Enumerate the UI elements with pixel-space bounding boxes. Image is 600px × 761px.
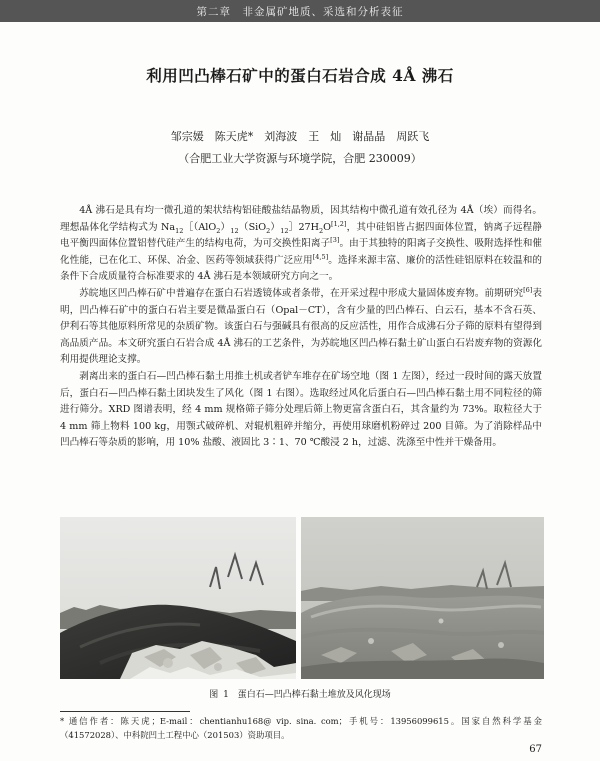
citation-ref: [3] bbox=[330, 236, 340, 244]
paragraph-2: 苏皖地区凹凸棒石矿中普遍存在蛋白石岩透镜体或者条带，在开采过程中形成大量固体废弃物。前期研究[6]表明，凹凸棒石矿中的蛋白石岩主要是微晶蛋白石（Opal－CT），含有少量的凹凸棒石、白云石，基本不含石英、伊利石等其他原料所常见的杂质矿物。该蛋白石与强碱具有很高的反应活性，用作合成沸石分子筛的原料有望得到高品质产品。本文研究蛋白石岩合成 4Å 沸石的工艺条件，为苏皖地区凹凸棒石黏土矿山蛋白石岩废弃物的资源化利用提供理论支撑。 bbox=[60, 285, 543, 366]
citation-ref: [4,5] bbox=[312, 252, 329, 261]
body-text bbox=[60, 203, 542, 452]
running-title: 第二章 非金属矿地质、采选和分析表征 bbox=[196, 5, 404, 18]
page-number: 67 bbox=[529, 744, 542, 755]
affiliation: （合肥工业大学资源与环境学院，合肥 230009） bbox=[178, 152, 422, 165]
paragraph-3: 剥离出来的蛋白石—凹凸棒石黏土用推土机或者铲车堆存在矿场空地（图 1 左图），经过一段时间的露天放置后，蛋白石—凹凸棒石黏土团块发生了风化（图 1 右图）。选取经过风化后蛋白石—凹凸棒石黏土用不同粒径的筛进行筛分。XRD 图谱表明，经 4 mm 规格筛子筛分处理后筛上物更富含蛋白石，其含量约为 73%。取粒径大于 4 mm 筛上物料 100 kg，用颚式破碎机、对辊机粗碎并缩分，再使用球磨机粉碎过 200 目筛。为了消除样品中凹凸棒石等杂质的影响，用 10% 盐酸、液固比 3∶1、70 ℃酸浸 2 h，过滤、洗涤至中性并干燥备用。 bbox=[60, 370, 542, 449]
author-list: 邹宗媛 陈天虎* 刘海波 王 灿 谢晶晶 周跃飞 bbox=[170, 130, 430, 143]
figure-caption: 图 1 蛋白石—凹凸棒石黏土堆放及风化现场 bbox=[209, 690, 391, 700]
figure-photo-weathering bbox=[301, 517, 544, 679]
footnote: * 通信作者：陈天虎；E-mail：chentianhu168@ vip. sina. com；手机号：13956099615。国家自然科学基金（41572028）、中科院凹土工程中心（201503）资助项目。 bbox=[60, 716, 542, 740]
figure-photo-stockpile bbox=[60, 517, 296, 679]
citation-ref: [6] bbox=[523, 285, 533, 294]
article-title: 利用凹凸棒石矿中的蛋白石岩合成 4Å 沸石 bbox=[146, 66, 454, 85]
citation-ref: [1,2] bbox=[331, 219, 347, 228]
footnote-divider bbox=[60, 711, 190, 712]
running-header bbox=[0, 0, 600, 22]
paragraph-1: 4Å 沸石是具有均一微孔道的架状结构铝硅酸盐结晶物质，因其结构中微孔道有效孔径为 4Å（埃）而得名。理想晶体化学结构式为 $Na_{12}[(AlO_2)_{12}(SiO_2)_{12}]27H_2O[1,2]$，其中硅铝皆占据四面体位置，钠离子远程静电平衡四面体位置铝替代硅产生的结构电荷，为可交换性阳离子[3]。由于其独特的阳离子交换性、吸附选择性和催化性能，已在化工、环保、冶金、医药等领域获得广泛应用[4,5]。选择来源丰富、廉价的活性硅铝原料在较温和的条件下合成质量符合标准要求的 4Å 沸石是本领域研究方向之一。 bbox=[60, 205, 543, 283]
